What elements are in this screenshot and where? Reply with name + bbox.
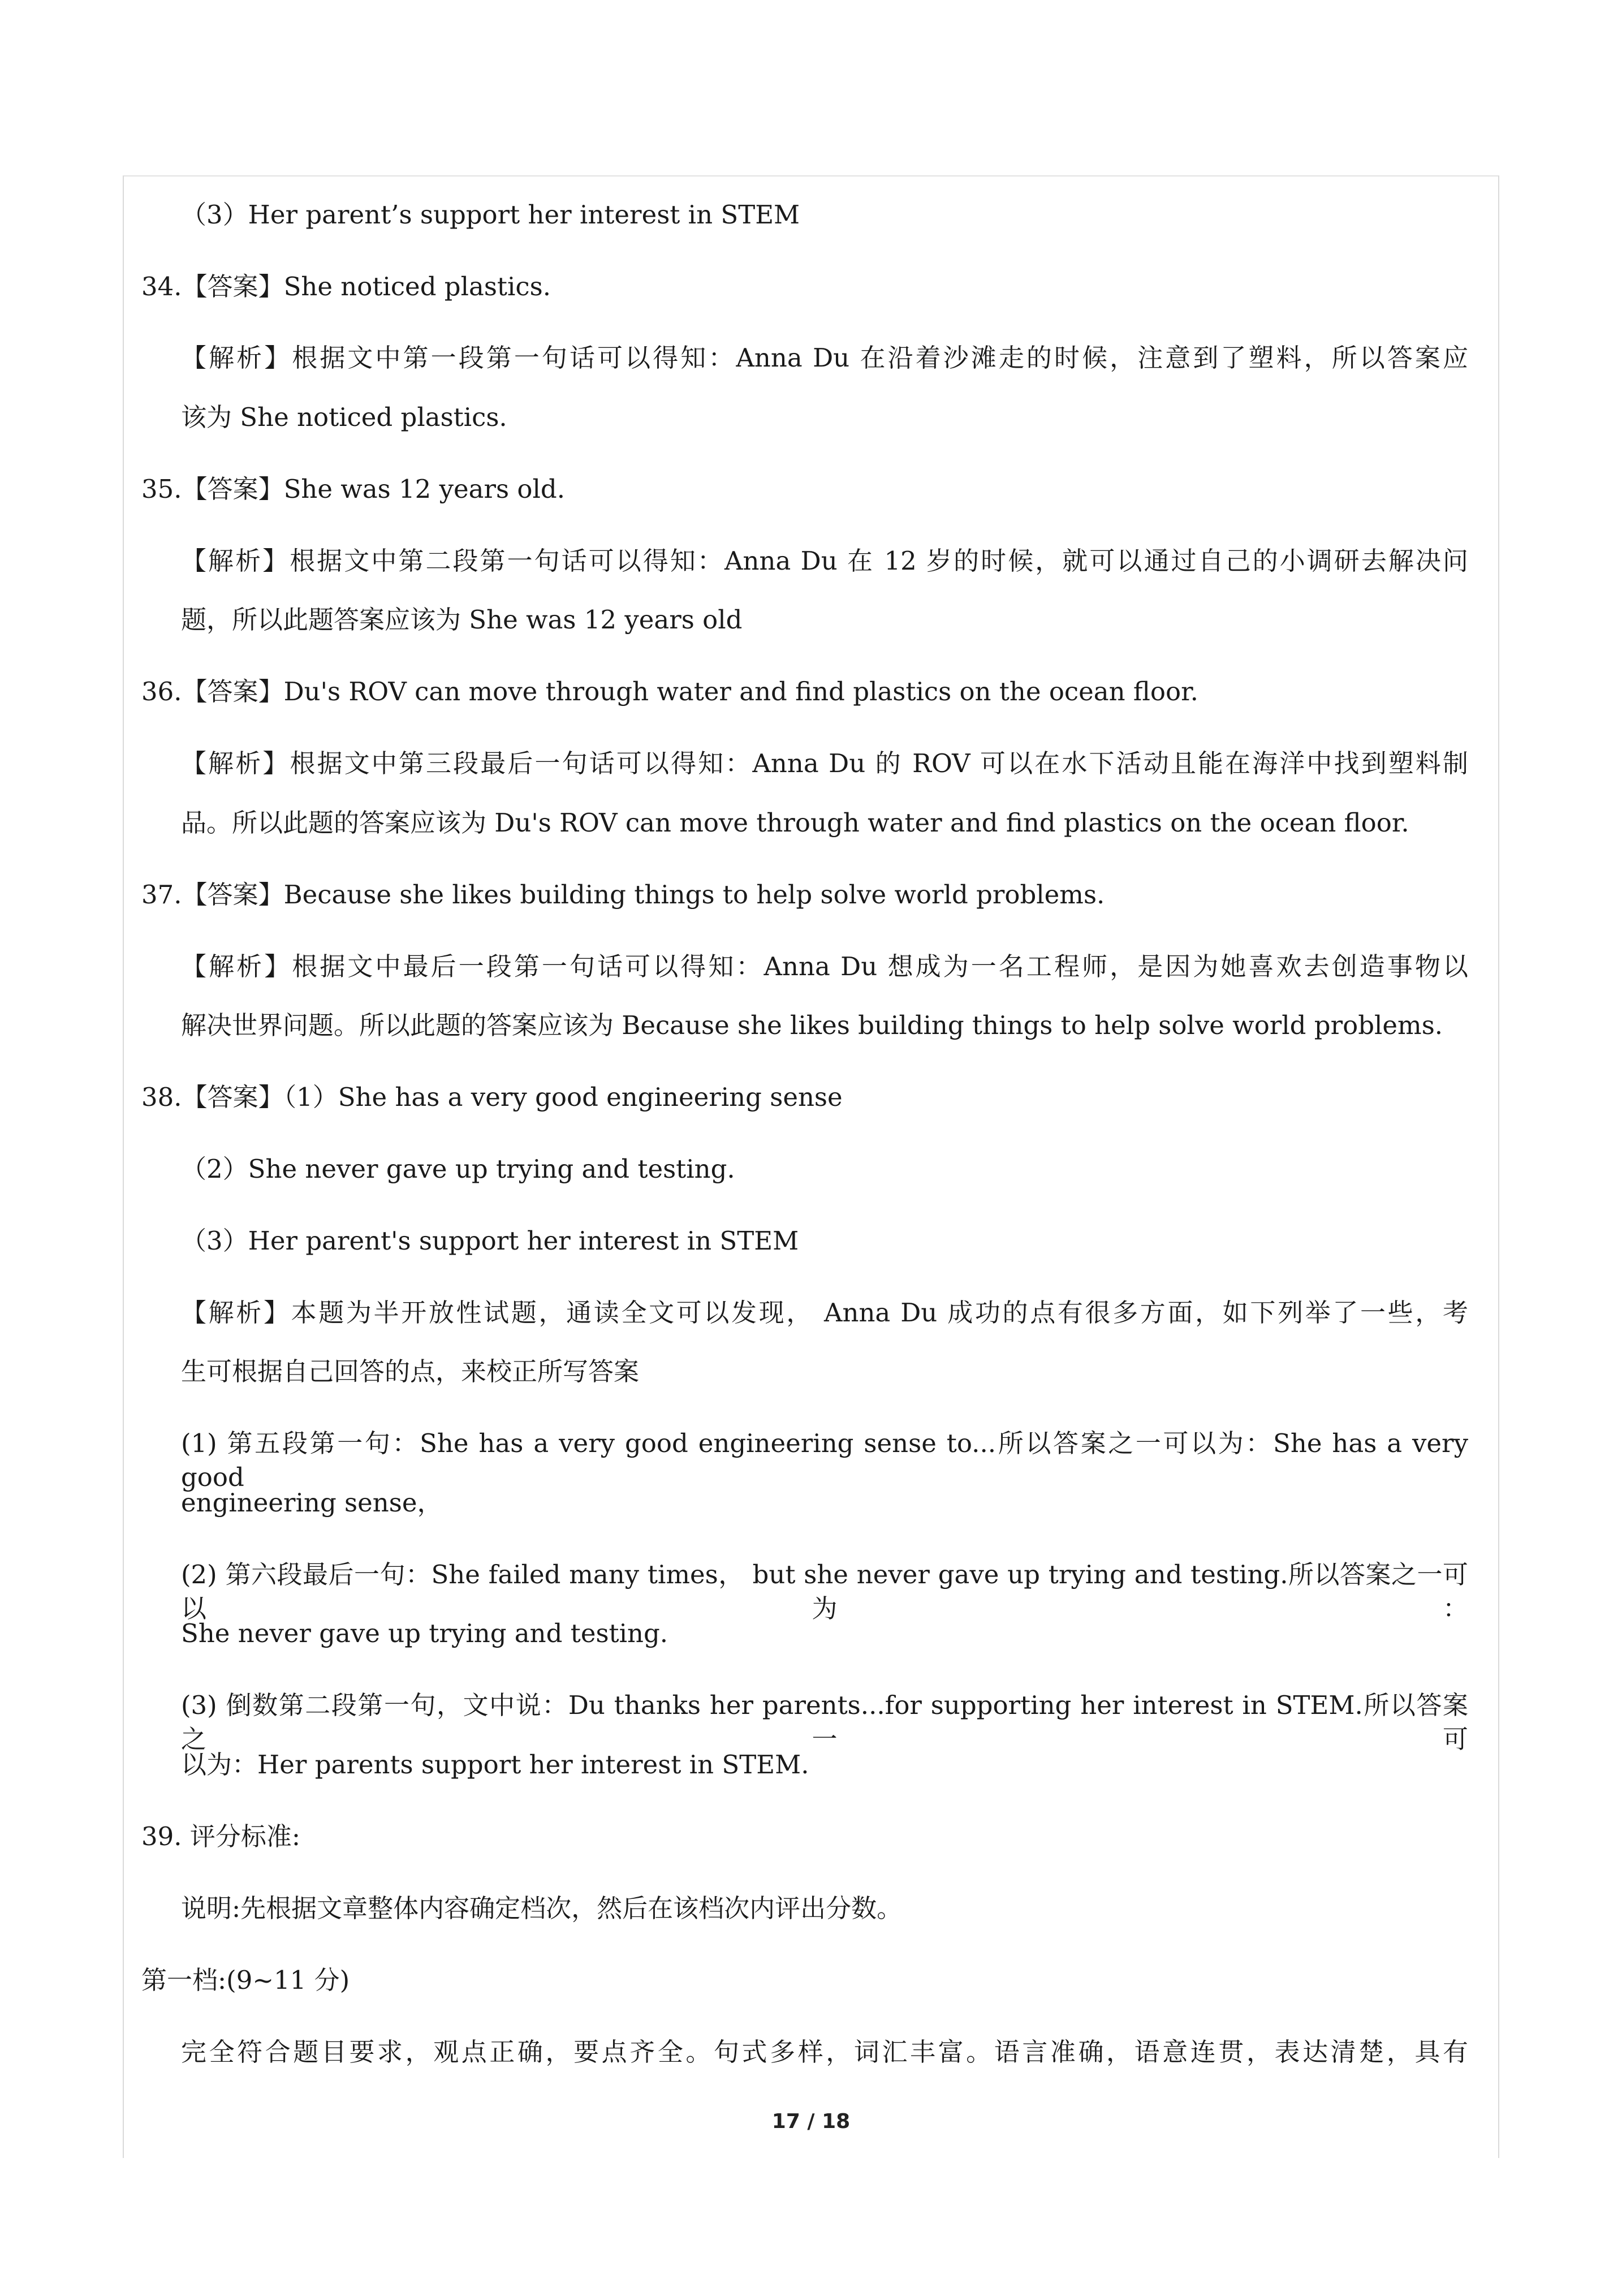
q38-analysis-line-1: 【解析】本题为半开放性试题，通读全文可以发现， Anna Du 成功的点有很多方面，如下列举了一些，考 (181, 1298, 1468, 1328)
q38-point-2-line-2: She never gave up trying and testing. (181, 1618, 668, 1648)
q38-point-2-line-1: (2) 第六段最后一句：She failed many times， but she never gave up trying and testing.所以答案之一可以为： (181, 1560, 1468, 1623)
q38-point-3-line-2: 以为：Her parents support her interest in STEM. (181, 1750, 809, 1780)
q35-analysis-line-1: 【解析】根据文中第二段第一句话可以得知：Anna Du 在 12 岁的时候，就可以通过自己的小调研去解决问 (181, 546, 1468, 576)
q38-answer-2: （2）She never gave up trying and testing. (181, 1154, 735, 1184)
q35-analysis-line-2: 题，所以此题答案应该为 She was 12 years old (181, 605, 743, 635)
q36-answer: 36.【答案】Du's ROV can move through water and find plastics on the ocean floor. (141, 677, 1198, 707)
q36-analysis-line-2: 品。所以此题的答案应该为 Du's ROV can move through water and find plastics on the ocean floor. (181, 808, 1409, 838)
q39-tier-1-heading: 第一档:(9~11 分) (141, 1965, 350, 1995)
q38-point-1-line-1: (1) 第五段第一句：She has a very good engineering sense to...所以答案之一可以为：She has a very good (181, 1428, 1468, 1492)
q38-point-3-line-1: (3) 倒数第二段第一句，文中说：Du thanks her parents...for supporting her interest in STEM.所以答案之一可 (181, 1690, 1468, 1754)
q36-analysis-line-1: 【解析】根据文中第三段最后一句话可以得知：Anna Du 的 ROV 可以在水下活动且能在海洋中找到塑料制 (181, 748, 1468, 778)
q35-answer: 35.【答案】She was 12 years old. (141, 474, 566, 504)
q39-tier-1-description: 完全符合题目要求，观点正确，要点齐全。句式多样，词汇丰富。语言准确，语意连贯，表达清楚，具有 (181, 2037, 1468, 2067)
q33-answer-3: （3）Her parent’s support her interest in STEM (181, 200, 800, 230)
q38-point-1-line-2: engineering sense， (181, 1488, 443, 1518)
q38-answer-3: （3）Her parent's support her interest in STEM (181, 1226, 799, 1256)
q37-analysis-line-2: 解决世界问题。所以此题的答案应该为 Because she likes building things to help solve world problems. (181, 1010, 1443, 1040)
q37-answer: 37.【答案】Because she likes building things to help solve world problems. (141, 880, 1105, 910)
q39-heading: 39. 评分标准: (141, 1821, 301, 1851)
page-number: 17 / 18 (771, 2110, 851, 2133)
q34-analysis-line-2: 该为 She noticed plastics. (181, 402, 507, 432)
q39-note: 说明:先根据文章整体内容确定档次，然后在该档次内评出分数。 (181, 1893, 903, 1923)
q37-analysis-line-1: 【解析】根据文中最后一段第一句话可以得知：Anna Du 想成为一名工程师，是因为她喜欢去创造事物以 (181, 951, 1468, 981)
q38-answer-1: 38.【答案】（1）She has a very good engineering sense (141, 1082, 843, 1112)
q34-analysis-line-1: 【解析】根据文中第一段第一句话可以得知：Anna Du 在沿着沙滩走的时候，注意到了塑料，所以答案应 (181, 343, 1468, 373)
q38-analysis-line-2: 生可根据自己回答的点，来校正所写答案 (181, 1356, 640, 1386)
q34-answer: 34.【答案】She noticed plastics. (141, 272, 551, 301)
